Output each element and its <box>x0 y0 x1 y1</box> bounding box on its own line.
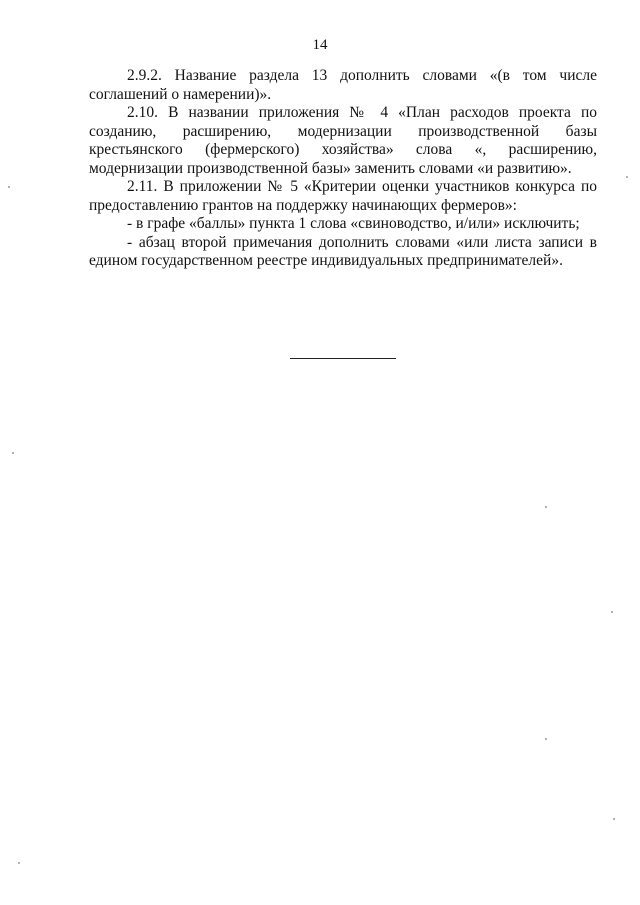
page-number: 14 <box>312 37 328 53</box>
scan-speck <box>626 176 628 178</box>
scan-speck <box>545 738 547 740</box>
paragraph-2-10: 2.10. В названии приложения № 4 «План расходов проекта по созданию, расширению, модернизации производственной базы крестьянского (фермерского) хозяйства» слова «, расширению, модернизации производственной базы» заменить словами «и развитию». <box>89 104 597 177</box>
scan-speck <box>8 186 10 188</box>
paragraph-2-11: 2.11. В приложении № 5 «Критерии оценки участников конкурса по предоставлению грантов на поддержку начинающих фермеров»: <box>89 178 597 214</box>
list-item-note-paragraph: - абзац второй примечания дополнить словами «или листа записи в едином государственном реестре индивидуальных предпринимателей». <box>89 233 597 269</box>
scan-speck <box>12 452 14 454</box>
paragraph-2-9-2: 2.9.2. Название раздела 13 дополнить словами «(в том числе соглашений о намерении)». <box>89 67 597 103</box>
scan-speck <box>613 818 615 820</box>
scan-speck <box>611 611 613 613</box>
list-item-points-column: - в графе «баллы» пункта 1 слова «свиноводство, и/или» исключить; <box>127 215 580 232</box>
closing-rule <box>290 358 396 359</box>
scan-speck <box>545 506 547 508</box>
document-body <box>89 67 597 271</box>
scan-speck <box>18 862 20 864</box>
